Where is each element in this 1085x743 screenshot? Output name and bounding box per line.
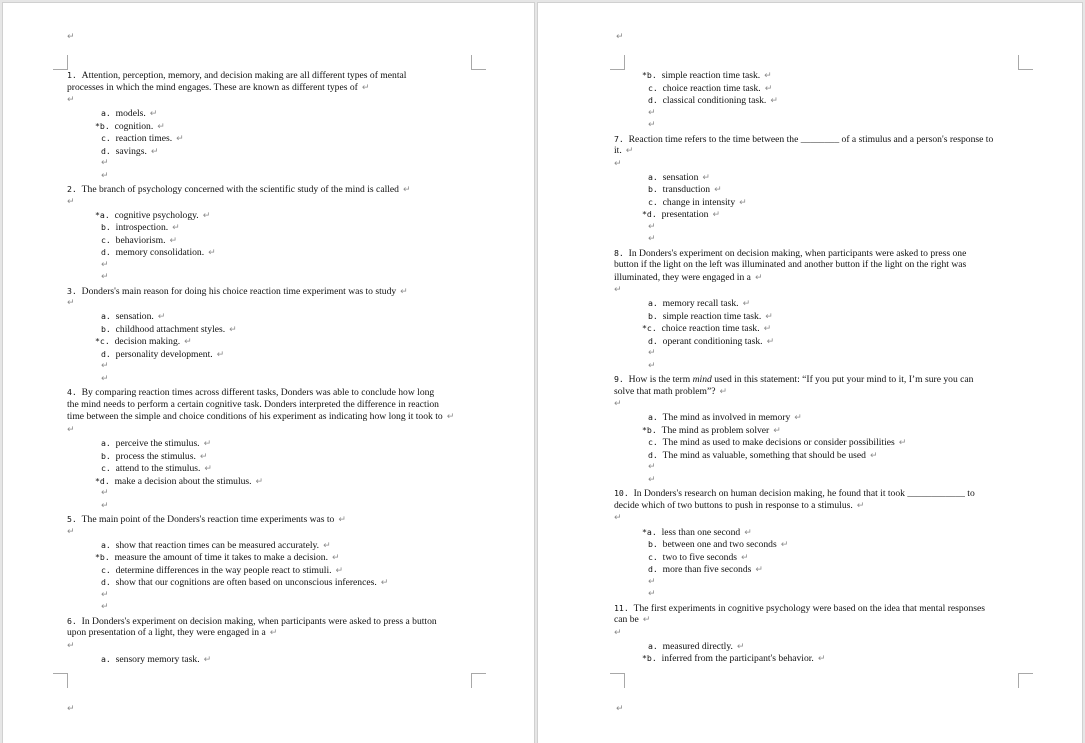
option-letter: c. [648,437,658,448]
paragraph-mark-icon: ↵ [101,361,109,372]
document-page-right [538,3,1082,743]
answer-option [648,449,878,463]
option-letter: *b. [95,120,110,131]
question-number: 3. [67,285,77,296]
option-letter: *d. [95,475,110,486]
option-text: determine differences in the way people react to stimuli. [115,564,332,576]
paragraph-mark-icon: ↵ [714,185,722,196]
paragraph-mark-icon: ↵ [101,170,109,181]
option-letter: *b. [95,552,110,563]
paragraph-mark-icon: ↵ [67,298,75,309]
answer-option [101,437,211,451]
option-text: measured directly. [662,640,733,652]
option-letter: *b. [642,70,657,80]
question-number: 9. [614,374,624,385]
option-letter: c. [648,82,658,93]
question-text-line [614,133,993,147]
paragraph-mark-icon: ↵ [229,324,237,335]
option-text: sensory memory task. [115,653,200,665]
paragraph-mark-icon: ↵ [766,336,775,347]
paragraph-mark-icon: ↵ [335,565,344,576]
question-text-line [614,272,762,285]
option-letter: a. [101,108,111,119]
answer-option [648,436,906,450]
answer-option-correct [642,208,720,222]
paragraph-mark-icon: ↵ [614,158,622,169]
question-text-line [614,614,650,627]
margin-corner-mark [1018,673,1033,688]
option-text: reaction times. [115,133,173,145]
option-text: more than five seconds [662,564,752,575]
question-text: solve that math problem”? [614,385,716,397]
option-text: sensation. [115,311,154,323]
paragraph-mark-icon: ↵ [101,272,109,283]
paragraph-mark-icon: ↵ [149,109,158,120]
question-number: 10. [614,488,629,499]
question-number: 5. [67,514,77,524]
question-number: 6. [67,615,77,626]
answer-option-correct [642,69,772,83]
question-text-line [67,615,437,629]
question-text: How is the term mind used in this statement: “If you put your mind to it, I’m sure you can [628,374,974,386]
option-text: simple reaction time task. [662,310,762,322]
answer-option [101,462,212,476]
paragraph-mark-icon: ↵ [184,337,192,348]
paragraph-mark-icon: ↵ [744,527,752,538]
paragraph-mark-icon: ↵ [648,348,656,359]
question-text: Reaction time refers to the time between the ________ of a stimulus and a person's response to [628,133,994,145]
answer-option-correct [95,475,263,489]
paragraph-mark-icon: ↵ [856,500,865,511]
paragraph-mark-icon: ↵ [754,272,763,283]
option-text: inferred from the participant's behavior. [661,653,814,665]
option-text: sensation [662,171,699,183]
paragraph-mark-icon: ↵ [101,259,109,270]
margin-corner-mark [610,673,625,688]
option-text: make a decision about the stimulus. [114,475,252,487]
answer-option [101,450,207,464]
paragraph-mark-icon: ↵ [361,82,370,93]
question-text-line [67,183,411,197]
option-text: transduction [662,184,711,196]
answer-option [648,538,788,552]
paragraph-mark-icon: ↵ [101,373,109,384]
option-letter: a. [648,298,658,309]
paragraph-mark-icon: ↵ [773,425,781,436]
paragraph-mark-icon: ↵ [614,627,622,638]
paragraph-mark-icon: ↵ [338,515,346,525]
question-number: 4. [67,387,77,398]
option-letter: d. [101,145,111,156]
question-text-line [614,247,966,261]
option-letter: b. [648,310,658,321]
option-letter: a. [101,311,111,322]
paragraph-mark-icon: ↵ [702,172,710,183]
paragraph-mark-icon: ↵ [614,513,622,524]
answer-option-correct [95,335,192,349]
option-letter: b. [648,539,658,549]
paragraph-mark-icon: ↵ [67,95,75,105]
paragraph-mark-icon: ↵ [614,285,622,296]
answer-option-correct [95,120,165,134]
option-text: attend to the stimulus. [115,463,201,474]
paragraph-mark-icon: ↵ [446,412,455,423]
option-letter: *c. [642,323,657,334]
answer-option [101,221,180,235]
margin-corner-mark [53,673,68,688]
answer-option [648,94,778,108]
paragraph-mark-icon: ↵ [202,210,211,221]
question-text-line [67,69,406,83]
paragraph-mark-icon: ↵ [67,424,75,435]
answer-option [101,107,157,121]
option-letter: *c. [95,336,110,347]
question-text-line [614,487,975,501]
paragraph-mark-icon: ↵ [648,221,656,232]
option-text: choice reaction time task. [662,82,761,94]
paragraph-mark-icon: ↵ [616,32,624,42]
option-letter: d. [648,449,658,460]
answer-option [101,564,343,578]
paragraph-mark-icon: ↵ [648,120,656,130]
paragraph-mark-icon: ↵ [67,32,75,42]
option-text: memory consolidation. [115,247,205,259]
question-text: it. [614,145,622,156]
option-letter: c. [648,196,658,207]
question-text: decide which of two buttons to push in response to a stimulus. [614,499,853,511]
option-text: decision making. [114,336,181,348]
question-text: processes in which the mind engages. These are known as different types of [67,81,358,93]
paragraph-mark-icon: ↵ [332,553,340,564]
paragraph-mark-icon: ↵ [898,438,907,449]
option-text: behaviorism. [115,234,166,246]
paragraph-mark-icon: ↵ [764,71,772,81]
answer-option [648,196,747,210]
question-number: 8. [614,247,624,258]
paragraph-mark-icon: ↵ [741,552,749,563]
paragraph-mark-icon: ↵ [67,526,75,537]
paragraph-mark-icon: ↵ [648,234,656,245]
question-text-line [67,411,454,424]
option-text: change in intensity [662,196,736,208]
question-number: 1. [67,70,77,80]
paragraph-mark-icon: ↵ [380,578,389,589]
option-text: show that reaction times can be measured accurately. [115,539,320,551]
paragraph-mark-icon: ↵ [764,83,773,94]
option-text: memory recall task. [662,298,739,310]
option-text: The mind as used to make decisions or consider possibilities [662,437,895,449]
paragraph-mark-icon: ↵ [269,628,278,639]
paragraph-mark-icon: ↵ [742,299,751,310]
option-letter: d. [101,348,111,359]
question-text: The main point of the Donders's reaction time experiments was to [81,514,335,525]
question-text: In Donders's research on human decision making, he found that it took ____________ to [633,488,975,500]
answer-option [101,234,177,248]
option-text: The mind as problem solver [661,424,770,436]
option-text: cognitive psychology. [114,209,199,221]
paragraph-mark-icon: ↵ [648,576,656,587]
answer-option [648,171,710,185]
option-letter: a. [648,171,658,182]
option-letter: *b. [642,653,657,664]
answer-option [101,132,184,146]
answer-option [101,310,165,324]
paragraph-mark-icon: ↵ [616,704,624,714]
option-text: cognition. [114,120,154,132]
paragraph-mark-icon: ↵ [763,324,772,335]
paragraph-mark-icon: ↵ [736,641,745,652]
paragraph-mark-icon: ↵ [204,464,212,474]
answer-option [101,246,216,260]
option-text: show that our cognitions are often based on unconscious inferences. [115,577,377,589]
question-text-line [67,513,346,527]
page-left-content [3,3,534,743]
option-text: The mind as involved in memory [662,412,791,424]
paragraph-mark-icon: ↵ [150,146,159,157]
answer-option [101,348,224,362]
question-text: illuminated, they were engaged in a [614,271,751,283]
option-letter: c. [101,133,111,144]
option-text: The mind as valuable, something that should be used [662,449,866,461]
option-letter: d. [648,564,658,574]
paragraph-mark-icon: ↵ [400,286,408,297]
answer-option [101,539,331,553]
question-text: In Donders's experiment on decision making, when participants were asked to press one [628,247,967,259]
answer-option [101,145,158,159]
option-text: classical conditioning task. [662,95,767,106]
option-letter: d. [101,577,111,588]
answer-option-correct [642,424,781,438]
answer-option [101,576,388,590]
answer-option-correct [95,551,340,565]
paragraph-mark-icon: ↵ [642,615,651,625]
paragraph-mark-icon: ↵ [169,235,178,246]
paragraph-mark-icon: ↵ [794,413,802,424]
paragraph-mark-icon: ↵ [172,223,180,234]
option-text: measure the amount of time it takes to make a decision. [114,552,328,564]
paragraph-mark-icon: ↵ [101,158,109,169]
paragraph-mark-icon: ↵ [648,462,656,473]
answer-option [648,411,802,425]
paragraph-mark-icon: ↵ [614,399,622,410]
paragraph-mark-icon: ↵ [625,146,634,156]
option-text: savings. [115,145,147,157]
paragraph-mark-icon: ↵ [648,474,656,485]
margin-corner-mark [1018,55,1033,70]
answer-option-correct [642,526,752,540]
paragraph-mark-icon: ↵ [101,589,109,600]
question-text-line [614,386,727,399]
answer-option [648,297,750,311]
paragraph-mark-icon: ↵ [780,540,789,550]
paragraph-mark-icon: ↵ [817,654,826,665]
paragraph-mark-icon: ↵ [101,602,109,613]
question-text-line [614,259,966,272]
option-letter: c. [101,234,111,245]
question-text-line [67,399,439,412]
option-letter: *d. [642,209,657,220]
option-letter: c. [648,551,658,562]
question-text-line [67,627,277,640]
question-text-line [67,82,369,95]
paragraph-mark-icon: ↵ [719,386,728,397]
option-letter: a. [101,438,111,448]
option-text: operant conditioning task. [662,335,763,347]
question-text-line [67,386,434,400]
paragraph-mark-icon: ↵ [203,439,212,449]
option-text: between one and two seconds [662,539,777,550]
answer-option-correct [642,652,825,666]
question-text: Attention, perception, memory, and decision making are all different types of mental [81,70,407,81]
margin-corner-mark [471,55,486,70]
option-letter: c. [101,564,111,575]
question-text: upon presentation of a light, they were engaged in a [67,627,266,639]
option-text: simple reaction time task. [661,70,761,81]
paragraph-mark-icon: ↵ [712,210,721,221]
option-text: presentation [661,209,709,221]
paragraph-mark-icon: ↵ [765,311,773,322]
option-letter: d. [648,95,658,105]
paragraph-mark-icon: ↵ [648,360,656,371]
answer-option [648,563,763,577]
option-letter: b. [648,184,658,195]
document-page-left [3,3,534,743]
answer-option [648,310,773,324]
paragraph-mark-icon: ↵ [67,196,75,207]
answer-option [648,82,772,96]
option-letter: a. [101,653,111,664]
option-text: less than one second [661,526,741,538]
paragraph-mark-icon: ↵ [67,704,75,714]
option-text: personality development. [115,348,213,360]
question-text: In Donders's experiment on decision making, when participants were asked to press a button [81,615,437,627]
answer-option-correct [95,209,210,223]
question-text-line [614,373,973,387]
margin-corner-mark [53,55,68,70]
option-text: process the stimulus. [115,450,196,462]
question-text-line [614,602,985,616]
answer-option [101,323,237,337]
paragraph-mark-icon: ↵ [101,500,109,511]
question-text: Donders's main reason for doing his choice reaction time experiment was to study [81,285,397,297]
paragraph-mark-icon: ↵ [203,654,212,665]
paragraph-mark-icon: ↵ [323,540,331,551]
option-letter: b. [101,323,111,334]
paragraph-mark-icon: ↵ [648,589,656,599]
paragraph-mark-icon: ↵ [216,349,225,360]
option-letter: *a. [95,209,110,220]
paragraph-mark-icon: ↵ [176,134,184,145]
paragraph-mark-icon: ↵ [157,312,166,323]
option-letter: b. [101,222,111,233]
question-text: The first experiments in cognitive psychology were based on the idea that mental responses [633,602,985,614]
option-letter: *b. [642,424,657,435]
question-text-line [614,500,864,513]
margin-corner-mark [610,55,625,70]
question-number: 11. [614,602,629,613]
option-text: choice reaction time task. [661,323,760,335]
question-text-line [614,145,633,158]
answer-option [648,551,749,565]
option-letter: b. [101,450,111,461]
question-text-line [67,285,408,299]
paragraph-mark-icon: ↵ [255,476,264,487]
option-letter: c. [101,463,111,473]
question-text: By comparing reaction times across different tasks, Donders was able to conclude how long [81,387,435,399]
question-text: time between the simple and choice conditions of his experiment as indicating how long it took to [67,411,443,423]
margin-corner-mark [471,673,486,688]
answer-option [648,335,774,349]
answer-option-correct [642,322,771,336]
paragraph-mark-icon: ↵ [157,121,165,132]
paragraph-mark-icon: ↵ [739,197,747,208]
question-text: button if the light on the left was illuminated and another button if the light on the right was [614,259,967,271]
paragraph-mark-icon: ↵ [755,565,763,575]
paragraph-mark-icon: ↵ [101,488,109,498]
option-letter: a. [648,412,658,423]
option-letter: *a. [642,526,657,537]
answer-option [648,183,722,197]
option-letter: a. [648,640,658,651]
option-text: introspection. [115,222,169,234]
answer-option [648,640,744,654]
option-text: childhood attachment styles. [115,323,226,335]
option-letter: d. [101,247,111,258]
option-letter: d. [648,335,658,346]
question-text: can be [614,614,639,625]
question-text: the mind needs to perform a certain cognitive task. Donders interpreted the difference in reaction [67,398,439,410]
paragraph-mark-icon: ↵ [208,248,216,259]
option-text: models. [115,108,146,120]
paragraph-mark-icon: ↵ [199,451,208,462]
question-number: 7. [614,133,624,144]
paragraph-mark-icon: ↵ [648,107,656,118]
paragraph-mark-icon: ↵ [869,450,878,461]
paragraph-mark-icon: ↵ [67,640,75,651]
page-right-content [538,3,1082,743]
answer-option [101,653,211,667]
paragraph-mark-icon: ↵ [402,185,411,196]
question-text: The branch of psychology concerned with the scientific study of the mind is called [81,184,399,196]
question-number: 2. [67,184,77,195]
option-text: perceive the stimulus. [115,438,200,449]
option-letter: a. [101,539,111,550]
paragraph-mark-icon: ↵ [770,96,778,106]
option-text: two to five seconds [662,551,737,563]
